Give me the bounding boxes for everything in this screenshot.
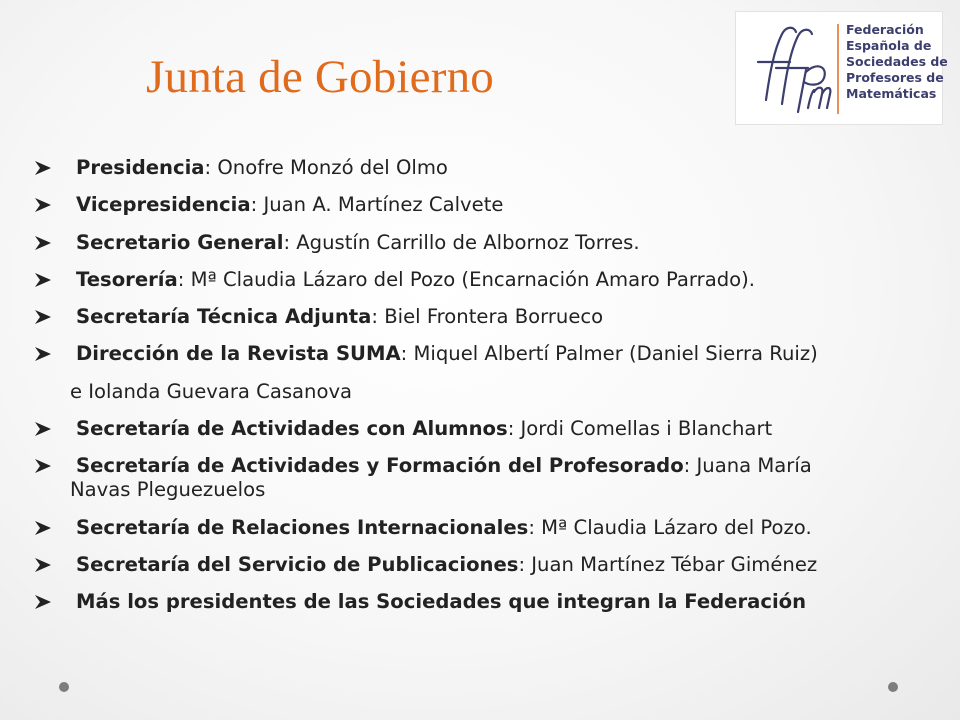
item-sep: : (177, 267, 191, 291)
list-item (34, 305, 954, 329)
slide-title: Junta de Gobierno (146, 51, 494, 103)
arrow-bullet-icon (34, 458, 52, 474)
item-text: Juana María (696, 454, 812, 478)
arrow-bullet-icon (34, 272, 52, 288)
item-label: Tesorería (76, 267, 178, 291)
item-text: Mª Claudia Lázaro del Pozo. (541, 515, 812, 539)
fespm-logo (735, 11, 948, 125)
item-text: Juan Martínez Tébar Giménez (531, 552, 818, 576)
list-item (34, 268, 954, 292)
logo-line: Federación (846, 22, 924, 37)
list-item (34, 553, 954, 577)
item-sep: : (371, 305, 385, 329)
item-label: Presidencia (76, 156, 205, 179)
item-label: Vicepresidencia (76, 193, 251, 217)
slide-decoration-dot (59, 682, 69, 692)
logo-line: Española de (846, 38, 932, 53)
board-member-list (34, 156, 954, 628)
item-text: Miquel Albertí Palmer (Daniel Sierra Ruiz) (413, 342, 818, 366)
list-item (34, 231, 954, 255)
item-sep: : (250, 193, 264, 217)
arrow-bullet-icon (34, 197, 52, 213)
list-item (34, 156, 954, 180)
list-item (34, 590, 954, 614)
arrow-bullet-icon (34, 346, 52, 362)
item-sep: : (204, 156, 218, 179)
item-label: Secretario General (76, 230, 284, 254)
item-text: Jordi Comellas i Blanchart (520, 417, 773, 441)
list-item (34, 193, 954, 217)
logo-line: Profesores de (846, 70, 944, 85)
item-text: Agustín Carrillo de Albornoz Torres. (296, 230, 640, 254)
item-label: Dirección de la Revista SUMA (76, 342, 401, 366)
list-item-continuation (34, 380, 954, 404)
item-text-continued: Navas Pleguezuelos (70, 478, 266, 502)
logo-line: Sociedades de (846, 54, 948, 69)
item-text: Onofre Monzó del Olmo (217, 156, 448, 179)
item-label: Secretaría Técnica Adjunta (76, 305, 372, 329)
list-item (34, 516, 954, 540)
item-text: Mª Claudia Lázaro del Pozo (Encarnación Amaro Parrado). (190, 267, 755, 291)
item-label: Secretaría de Relaciones Internacionales (76, 515, 529, 539)
arrow-bullet-icon (34, 235, 52, 251)
arrow-bullet-icon (34, 594, 52, 610)
logo-line: Matemáticas (846, 86, 937, 101)
arrow-bullet-icon (34, 309, 52, 325)
item-label: Secretaría del Servicio de Publicaciones (76, 552, 519, 576)
arrow-bullet-icon (34, 520, 52, 536)
item-sep: : (507, 417, 521, 441)
item-label: Secretaría de Actividades y Formación del Profesorado (76, 454, 684, 478)
item-sep: : (528, 515, 542, 539)
item-sep: : (283, 230, 297, 254)
logo-org-name (846, 22, 948, 102)
item-label: Más los presidentes de las Sociedades que integran la Federación (76, 590, 807, 614)
list-item (34, 342, 954, 366)
item-text: e Iolanda Guevara Casanova (70, 379, 353, 403)
item-sep: : (683, 454, 697, 478)
slide-decoration-dot (888, 682, 898, 692)
item-text: Biel Frontera Borrueco (384, 305, 604, 329)
item-label: Secretaría de Actividades con Alumnos (76, 417, 508, 441)
item-text: Juan A. Martínez Calvete (263, 193, 504, 217)
arrow-bullet-icon (34, 421, 52, 437)
list-item (34, 454, 954, 502)
arrow-bullet-icon (34, 557, 52, 573)
arrow-bullet-icon (34, 160, 52, 176)
list-item (34, 417, 954, 441)
item-sep: : (400, 342, 414, 366)
item-sep: : (518, 552, 532, 576)
